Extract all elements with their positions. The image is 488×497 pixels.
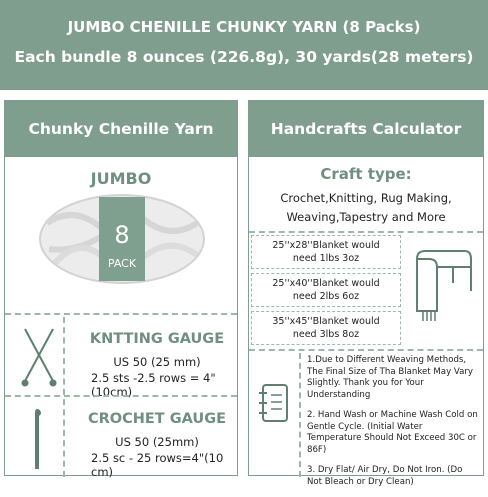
knitting-needle-size: US 50 (25 mm) [113,355,201,369]
blanket-size-box [251,235,401,269]
top-banner [0,0,488,90]
care-note: 2. Hand Wash or Machine Wash Cold on Gentle Cycle. (Initial Water Temperature Should Not Exceed 30C or 86F) [307,410,478,455]
blanket-size: 25''x40''Blanket would [272,278,380,289]
blanket-size-box [251,311,401,345]
calculator-panel-header: Handcrafts Calculator [249,101,483,157]
crochet-gauge-value: 2.5 sc - 25 rows=4"(10 cm) [91,451,224,479]
blanket-size: 35''x45''Blanket would [272,316,380,327]
banner-title: JUMBO CHENILLE CHUNKY YARN (8 Packs) [67,18,421,36]
blanket-size-box [251,273,401,307]
divider [5,313,237,315]
care-note: 3. Dry Flat/ Air Dry, Do Not Iron. (Do Not Bleach or Dry Clean) [307,465,463,487]
blanket-need: need 1lbs 3oz [292,253,360,264]
craft-type-title: Craft type: [320,165,412,183]
calculator-panel [248,100,484,487]
yarn-info-panel [4,100,238,479]
blanket-need: need 3lbs 8oz [292,329,360,340]
knitting-needles-icon [19,325,59,389]
pack-word: PACK [107,257,137,270]
blanket-icon [409,247,479,331]
care-notes [307,355,479,497]
craft-line: Crochet,Knitting, Rug Making, [280,191,452,205]
notebook-icon [257,383,291,423]
divider [249,231,483,233]
divider [63,317,65,477]
divider [299,353,301,477]
divider [249,349,483,351]
knitting-gauge-title: KNTTING GAUGE [89,331,225,347]
blanket-size: 25''x28''Blanket would [272,240,380,251]
craft-line: Weaving,Tapestry and More [286,210,446,224]
banner-subtitle: Each bundle 8 ounces (226.8g), 30 yards(28 meters) [14,48,474,66]
crochet-hook-size: US 50 (25mm) [115,435,199,449]
craft-type-list [249,189,483,227]
crochet-hook-icon [29,407,45,471]
jumbo-label: JUMBO [90,169,152,188]
care-note: 1.Due to Different Weaving Methods, The Final Size of Tha Blanket May Vary Slightly. Thank you for Your Understanding [307,355,473,400]
crochet-gauge-title: CROCHET GAUGE [87,411,226,427]
divider [5,395,237,397]
knitting-gauge-value: 2.5 sts -2.5 rows = 4"(10cm) [91,371,216,399]
pack-number: 8 [114,221,130,249]
blanket-need: need 2lbs 6oz [292,291,360,302]
yarn-ball-icon [37,193,207,285]
yarn-panel-header: Chunky Chenille Yarn [5,101,237,157]
